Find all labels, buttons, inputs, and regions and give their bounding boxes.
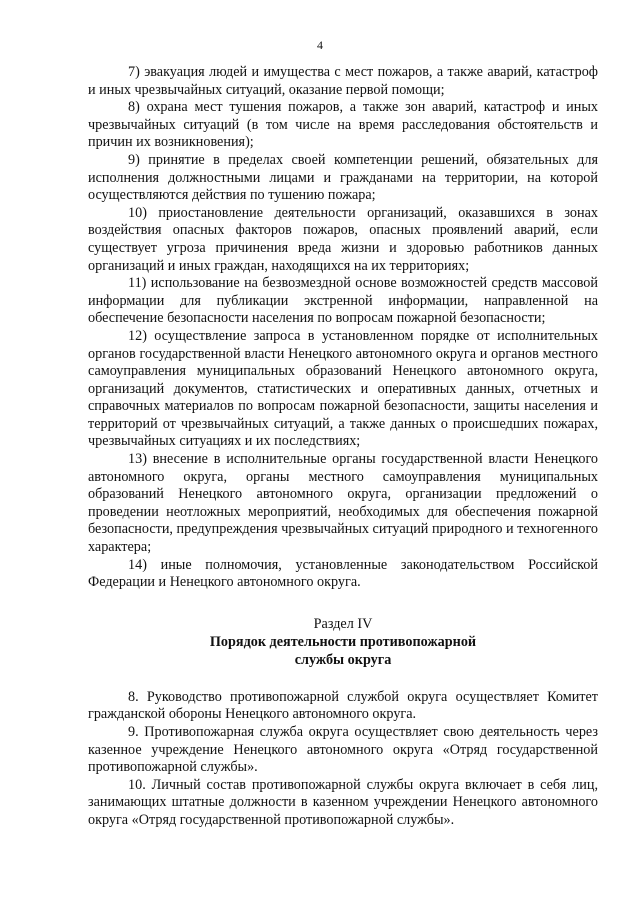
section-title-line-2: службы округа [294, 651, 392, 668]
paragraph-item-11: 11) использование на безвозмездной основе возможностей средств массовой информации для публикации экстренной информации, направленной на обеспечение безопасности населения по вопросам пожарной безопасности; [88, 275, 598, 327]
paragraph-item-12: 12) осуществление запроса в установленном порядке от исполнительных органов государственной власти Ненецкого автономного округа и органов местного самоуправления муниципальных образований Ненецкого автономного округа, организаций документов, статистических и оперативных данных, отчетных и справочных материалов по вопросам пожарной безопасности, защиты населения и территорий от чрезвычайных ситуаций, а также данных о происшедших пожарах, чрезвычайных ситуациях и их последствиях; [88, 327, 598, 450]
clause-9: 9. Противопожарная служба округа осуществляет свою деятельность через казенное учреждение Ненецкого автономного округа «Отряд государственной противопожарной службы». [88, 724, 598, 776]
clause-8: 8. Руководство противопожарной службой округа осуществляет Комитет гражданской обороны Ненецкого автономного округа. [88, 688, 598, 723]
paragraph-item-8: 8) охрана мест тушения пожаров, а также зон аварий, катастроф и иных чрезвычайных ситуаций (в том числе на время расследования обстоятельств и причин их возникновения); [88, 99, 598, 151]
paragraph-item-14: 14) иные полномочия, установленные законодательством Российской Федерации и Ненецкого автономного округа. [88, 556, 598, 591]
paragraph-item-9: 9) принятие в пределах своей компетенции решений, обязательных для исполнения должностными лицами и гражданами на территории, на которой осуществляются действия по тушению пожара; [88, 151, 598, 204]
paragraph-item-7: 7) эвакуация людей и имущества с мест пожаров, а также аварий, катастроф и иных чрезвычайных ситуаций, оказание первой помощи; [88, 64, 598, 98]
document-body [88, 64, 598, 830]
page-number: 4 [317, 38, 323, 52]
clause-10: 10. Личный состав противопожарной службы округа включает в себя лиц, занимающих штатные должности в казенном учреждении Ненецкого автономного округа «Отряд государственной противопожарной службы». [88, 776, 598, 828]
section-heading [88, 615, 598, 669]
paragraph-item-10: 10) приостановление деятельности организаций, оказавшихся в зонах воздействия опасных факторов пожаров, опасных проявлений аварий, если существует угроза причинения вреда жизни и здоровью работников данных организаций и иных граждан, находящихся на их территориях; [88, 204, 598, 274]
section-title-line-1: Порядок деятельности противопожарной [209, 633, 477, 650]
section-label: Раздел IV [313, 615, 373, 632]
paragraph-item-13: 13) внесение в исполнительные органы государственной власти Ненецкого автономного округа, органы местного самоуправления муниципальных образований Ненецкого автономного округа, организации предложений о проведении неотложных мероприятий, необходимых для обеспечения пожарной безопасности, предупреждения чрезвычайных ситуаций природного и техногенного характера; [88, 451, 599, 556]
